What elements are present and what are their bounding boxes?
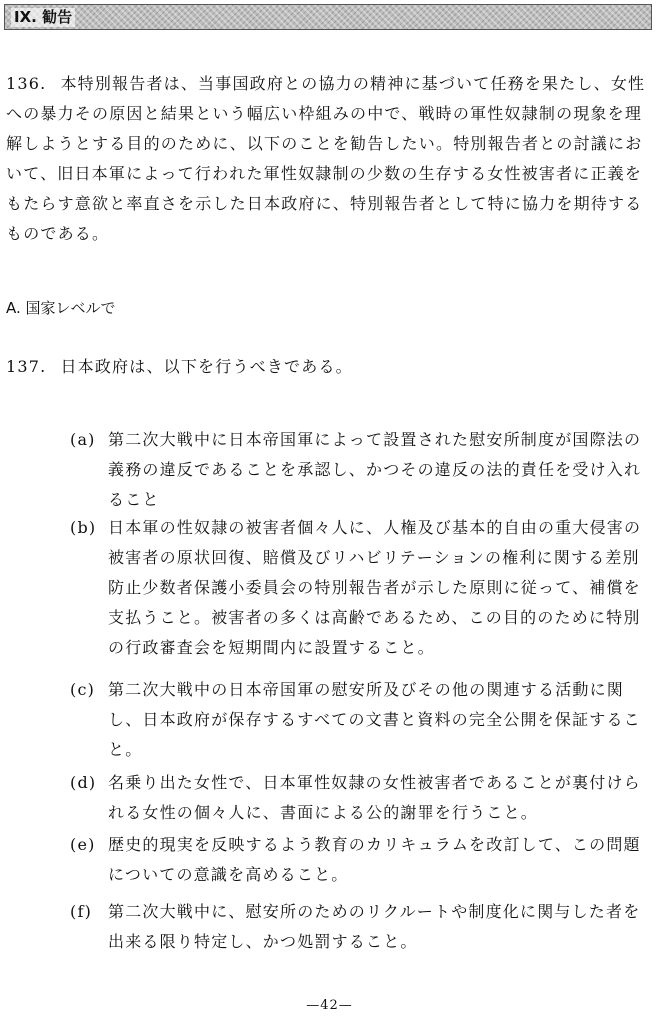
paragraph-136 (6, 69, 646, 249)
subheading-national-level: A. 国家レベルで (6, 299, 116, 317)
paragraph-text: 日本政府は、以下を行うべきである。 (60, 357, 353, 376)
paragraph-number: 137. (6, 357, 47, 376)
paragraph-number: 136. (6, 74, 47, 93)
recommendation-item-a (70, 425, 645, 515)
item-text: 歴史的現実を反映するよう教育のカリキュラムを改訂して、この問題についての意識を高めること。 (108, 835, 641, 884)
item-marker: (d) (70, 773, 97, 792)
page-number: —42— (306, 998, 353, 1013)
item-text: 名乗り出た女性で、日本軍性奴隷の女性被害者であることが裏付けられる女性の個々人に、書面による公的謝罪を行うこと。 (108, 773, 641, 822)
item-text: 日本軍の性奴隷の被害者個々人に、人権及び基本的自由の重大侵害の被害者の原状回復、賠償及びリハビリテーションの権利に関する差別防止少数者保護小委員会の特別報告者が示した原則に従って、補償を支払うこと。被害者の多くは高齢であるため、この目的のために特別の行政審査会を短期間内に設置すること。 (108, 518, 642, 657)
item-text: 第二次大戦中に、慰安所のためのリクルートや制度化に関与した者を出来る限り特定し、かつ処罰すること。 (108, 902, 641, 951)
item-marker: (a) (70, 430, 96, 449)
item-text: 第二次大戦中の日本帝国軍の慰安所及びその他の関連する活動に関し、日本政府が保存するすべての文書と資料の完全公開を保証すること。 (108, 680, 641, 759)
item-marker: (c) (70, 680, 96, 699)
item-marker: (f) (70, 902, 93, 921)
paragraph-text: 本特別報告者は、当事国政府との協力の精神に基づいて任務を果たし、女性への暴力その原因と結果という幅広い枠組みの中で、戦時の軍性奴隷制の現象を理解しようとする目的のために、以下のことを勧告したい。特別報告者との討議において、旧日本軍によって行われた軍性奴隷制の少数の生存する女性被害者に正義をもたらす意欲と率直さを示した日本政府に、特別報告者として特に協力を期待するものである。 (6, 74, 646, 243)
recommendation-item-c (70, 675, 645, 765)
item-text: 第二次大戦中に日本帝国軍によって設置された慰安所制度が国際法の義務の違反であることを承認し、かつその違反の法的責任を受け入れること (108, 430, 642, 509)
recommendation-item-d (70, 768, 645, 828)
item-marker: (e) (70, 835, 96, 854)
recommendation-item-e (70, 830, 645, 890)
item-marker: (b) (70, 518, 97, 537)
recommendation-item-f (70, 897, 645, 957)
section-title: IX. 勧告 (11, 8, 75, 27)
section-header-bar (4, 4, 652, 30)
paragraph-137 (6, 352, 646, 382)
recommendation-item-b (70, 513, 645, 663)
